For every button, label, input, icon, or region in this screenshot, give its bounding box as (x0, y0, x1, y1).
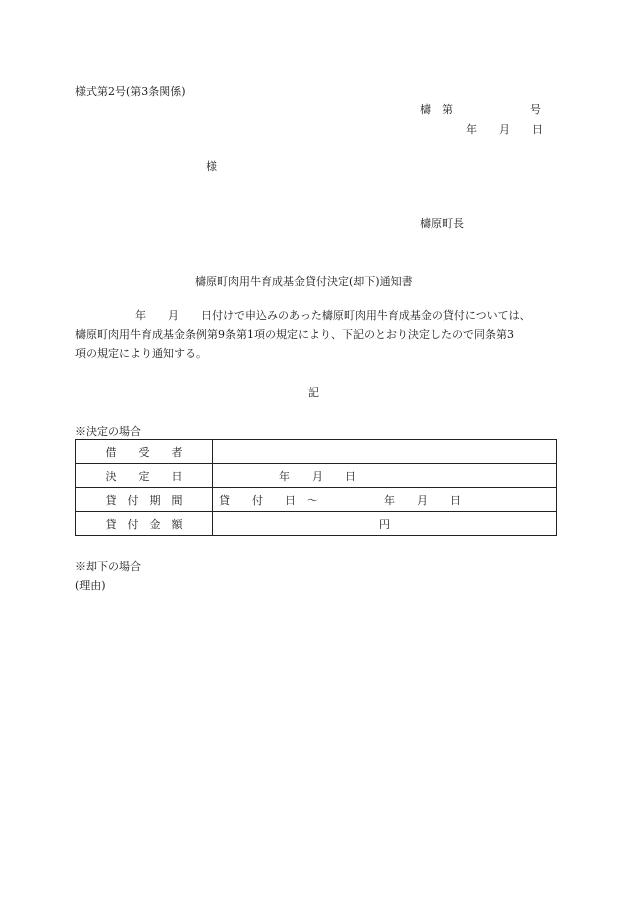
decision-heading: ※決定の場合 (75, 425, 141, 438)
loan-period-value: 貸 付 日 ～ 年 月 日 (213, 488, 557, 512)
decision-date-value: 年 月 日 (213, 464, 557, 488)
document-number: 檮 第 号 (420, 103, 541, 116)
table-row (76, 464, 557, 488)
sender: 檮原町長 (420, 217, 464, 230)
body-line-1: 年 月 日付けで申込みのあった檮原町肉用牛育成基金の貸付については、 (135, 309, 531, 322)
decision-date-label: 決 定 日 (76, 464, 213, 488)
table-row (76, 512, 557, 536)
loan-amount-label: 貸 付 金 額 (76, 512, 213, 536)
loan-period-label: 貸 付 期 間 (76, 488, 213, 512)
decision-table (75, 439, 557, 536)
ki-marker: 記 (308, 386, 319, 399)
borrower-label: 借 受 者 (76, 440, 213, 464)
body-line-2: 檮原町肉用牛育成基金条例第9条第1項の規定により、下記のとおり決定したので同条第3 (75, 328, 514, 341)
document-date: 年 月 日 (466, 123, 543, 136)
addressee: 様 (206, 160, 217, 173)
document-title: 檮原町肉用牛育成基金貸付決定(却下)通知書 (195, 275, 413, 288)
borrower-value (213, 440, 557, 464)
table-row (76, 440, 557, 464)
rejection-heading: ※却下の場合 (75, 560, 141, 573)
form-number: 様式第2号(第3条関係) (75, 85, 186, 98)
body-line-3: 項の規定により通知する。 (75, 347, 207, 360)
loan-amount-value: 円 (213, 512, 557, 536)
table-row (76, 488, 557, 512)
reason-label: (理由) (75, 579, 106, 592)
body-text (75, 306, 565, 363)
